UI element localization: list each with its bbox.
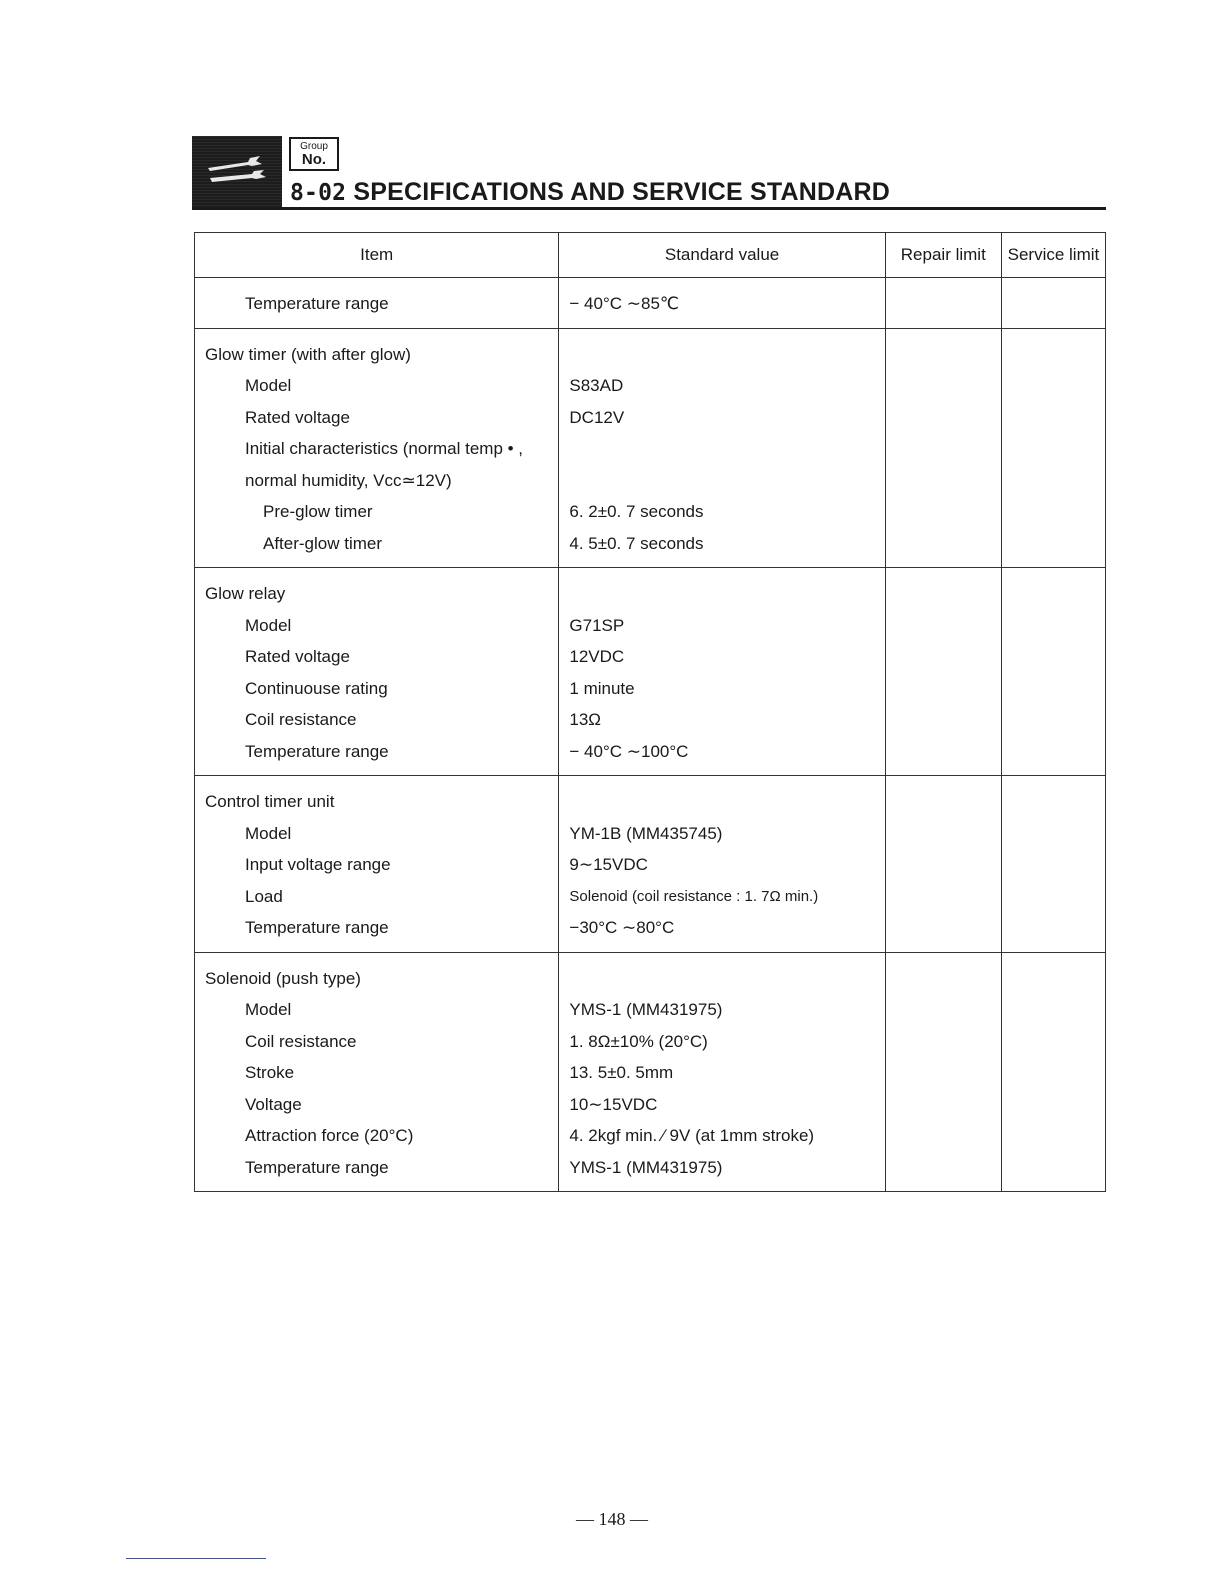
standard-value: −30°C ∼80°C xyxy=(569,918,675,937)
item-cell xyxy=(195,776,559,953)
standard-value: 10∼15VDC xyxy=(569,1094,658,1114)
header-rule-left xyxy=(192,207,282,210)
item-label: Temperature range xyxy=(245,918,389,937)
column-header-standard-value: Standard value xyxy=(559,233,885,278)
standard-value: 12VDC xyxy=(569,647,625,666)
spec-table-body xyxy=(195,278,1106,1192)
item-label: Rated voltage xyxy=(245,647,350,666)
standard-value xyxy=(559,465,884,497)
section-number: 8-02 xyxy=(290,180,347,206)
table-row xyxy=(195,952,1106,1192)
column-header-repair-limit: Repair limit xyxy=(885,233,1001,278)
standard-value: Solenoid (coil resistance : 1. 7Ω min.) xyxy=(569,887,819,905)
repair-limit-cell xyxy=(885,328,1001,568)
column-header-item: Item xyxy=(195,233,559,278)
group-label: Group xyxy=(300,141,328,152)
standard-value xyxy=(559,578,884,610)
standard-value: 6. 2±0. 7 seconds xyxy=(569,502,704,521)
standard-value-cell xyxy=(559,568,885,776)
standard-value: 13. 5±0. 5mm xyxy=(569,1063,674,1082)
section-header xyxy=(192,136,1106,212)
item-label: Model xyxy=(245,615,292,635)
item-label: Temperature range xyxy=(245,294,389,313)
page-number: — 148 — xyxy=(576,1509,648,1529)
wrench-icon xyxy=(204,152,270,192)
standard-value-cell xyxy=(559,952,885,1192)
item-label: Attraction force (20°C) xyxy=(245,1126,414,1145)
item-label: Solenoid (push type) xyxy=(205,968,361,988)
item-label: Model xyxy=(245,823,292,843)
repair-limit-cell xyxy=(885,776,1001,953)
item-cell xyxy=(195,328,559,568)
standard-value: YMS-1 (MM431975) xyxy=(569,1000,723,1019)
section-title: SPECIFICATIONS AND SERVICE STANDARD xyxy=(353,178,891,206)
standard-value xyxy=(559,339,884,371)
repair-limit-cell xyxy=(885,568,1001,776)
item-label: Temperature range xyxy=(245,741,389,761)
table-row xyxy=(195,278,1106,329)
item-label: Load xyxy=(245,886,283,906)
standard-value: 4. 2kgf min. ∕ 9V (at 1mm stroke) xyxy=(569,1126,815,1145)
standard-value xyxy=(559,786,884,818)
item-cell xyxy=(195,952,559,1192)
item-label: Model xyxy=(245,1000,292,1019)
item-label: Voltage xyxy=(245,1094,302,1114)
item-label: Pre-glow timer xyxy=(263,502,373,521)
service-limit-cell xyxy=(1001,278,1105,329)
page-title xyxy=(290,178,890,207)
item-label: Control timer unit xyxy=(205,792,335,811)
item-cell xyxy=(195,568,559,776)
standard-value: 4. 5±0. 7 seconds xyxy=(569,533,704,553)
standard-value: YM-1B (MM435745) xyxy=(569,823,723,843)
standard-value: − 40°C ∼100°C xyxy=(569,741,689,761)
standard-value: 13Ω xyxy=(569,710,602,729)
standard-value: 9∼15VDC xyxy=(569,855,648,874)
column-header-service-limit: Service limit xyxy=(1001,233,1105,278)
standard-value: G71SP xyxy=(569,615,625,635)
standard-value-cell xyxy=(559,776,885,953)
table-row xyxy=(195,328,1106,568)
footer-underline xyxy=(126,1558,266,1559)
standard-value: 1. 8Ω±10% (20°C) xyxy=(569,1031,708,1051)
group-number-box xyxy=(289,137,339,171)
item-label: Glow relay xyxy=(205,584,286,603)
standard-value: 1 minute xyxy=(569,678,635,698)
item-label: After-glow timer xyxy=(263,533,383,553)
standard-value xyxy=(559,433,884,465)
standard-value xyxy=(559,963,884,995)
standard-value: S83AD xyxy=(569,376,624,395)
item-label: Initial characteristics (normal temp • , xyxy=(245,439,524,458)
standard-value: − 40°C ∼85℃ xyxy=(569,294,679,313)
item-label: Model xyxy=(245,376,292,395)
item-label: Temperature range xyxy=(245,1157,389,1177)
item-label: Input voltage range xyxy=(245,855,391,874)
table-row xyxy=(195,776,1106,953)
spec-table xyxy=(194,232,1106,1192)
item-label: Continuouse rating xyxy=(245,678,388,698)
standard-value-cell xyxy=(559,328,885,568)
item-label: Glow timer (with after glow) xyxy=(205,344,411,364)
item-cell xyxy=(195,278,559,329)
item-label: Rated voltage xyxy=(245,407,350,427)
service-limit-cell xyxy=(1001,568,1105,776)
table-row xyxy=(195,568,1106,776)
standard-value: DC12V xyxy=(569,407,625,427)
service-limit-cell xyxy=(1001,776,1105,953)
repair-limit-cell xyxy=(885,278,1001,329)
service-limit-cell xyxy=(1001,328,1105,568)
item-label: Stroke xyxy=(245,1063,295,1082)
section-icon-block xyxy=(192,136,282,208)
item-label: Coil resistance xyxy=(245,710,357,729)
standard-value: YMS-1 (MM431975) xyxy=(569,1157,723,1177)
no-label: No. xyxy=(301,151,327,168)
item-label: normal humidity, Vcc≃12V) xyxy=(245,470,452,490)
table-header-row xyxy=(195,233,1106,278)
repair-limit-cell xyxy=(885,952,1001,1192)
item-label: Coil resistance xyxy=(245,1031,357,1051)
standard-value-cell xyxy=(559,278,885,329)
service-limit-cell xyxy=(1001,952,1105,1192)
header-rule xyxy=(282,207,1106,210)
